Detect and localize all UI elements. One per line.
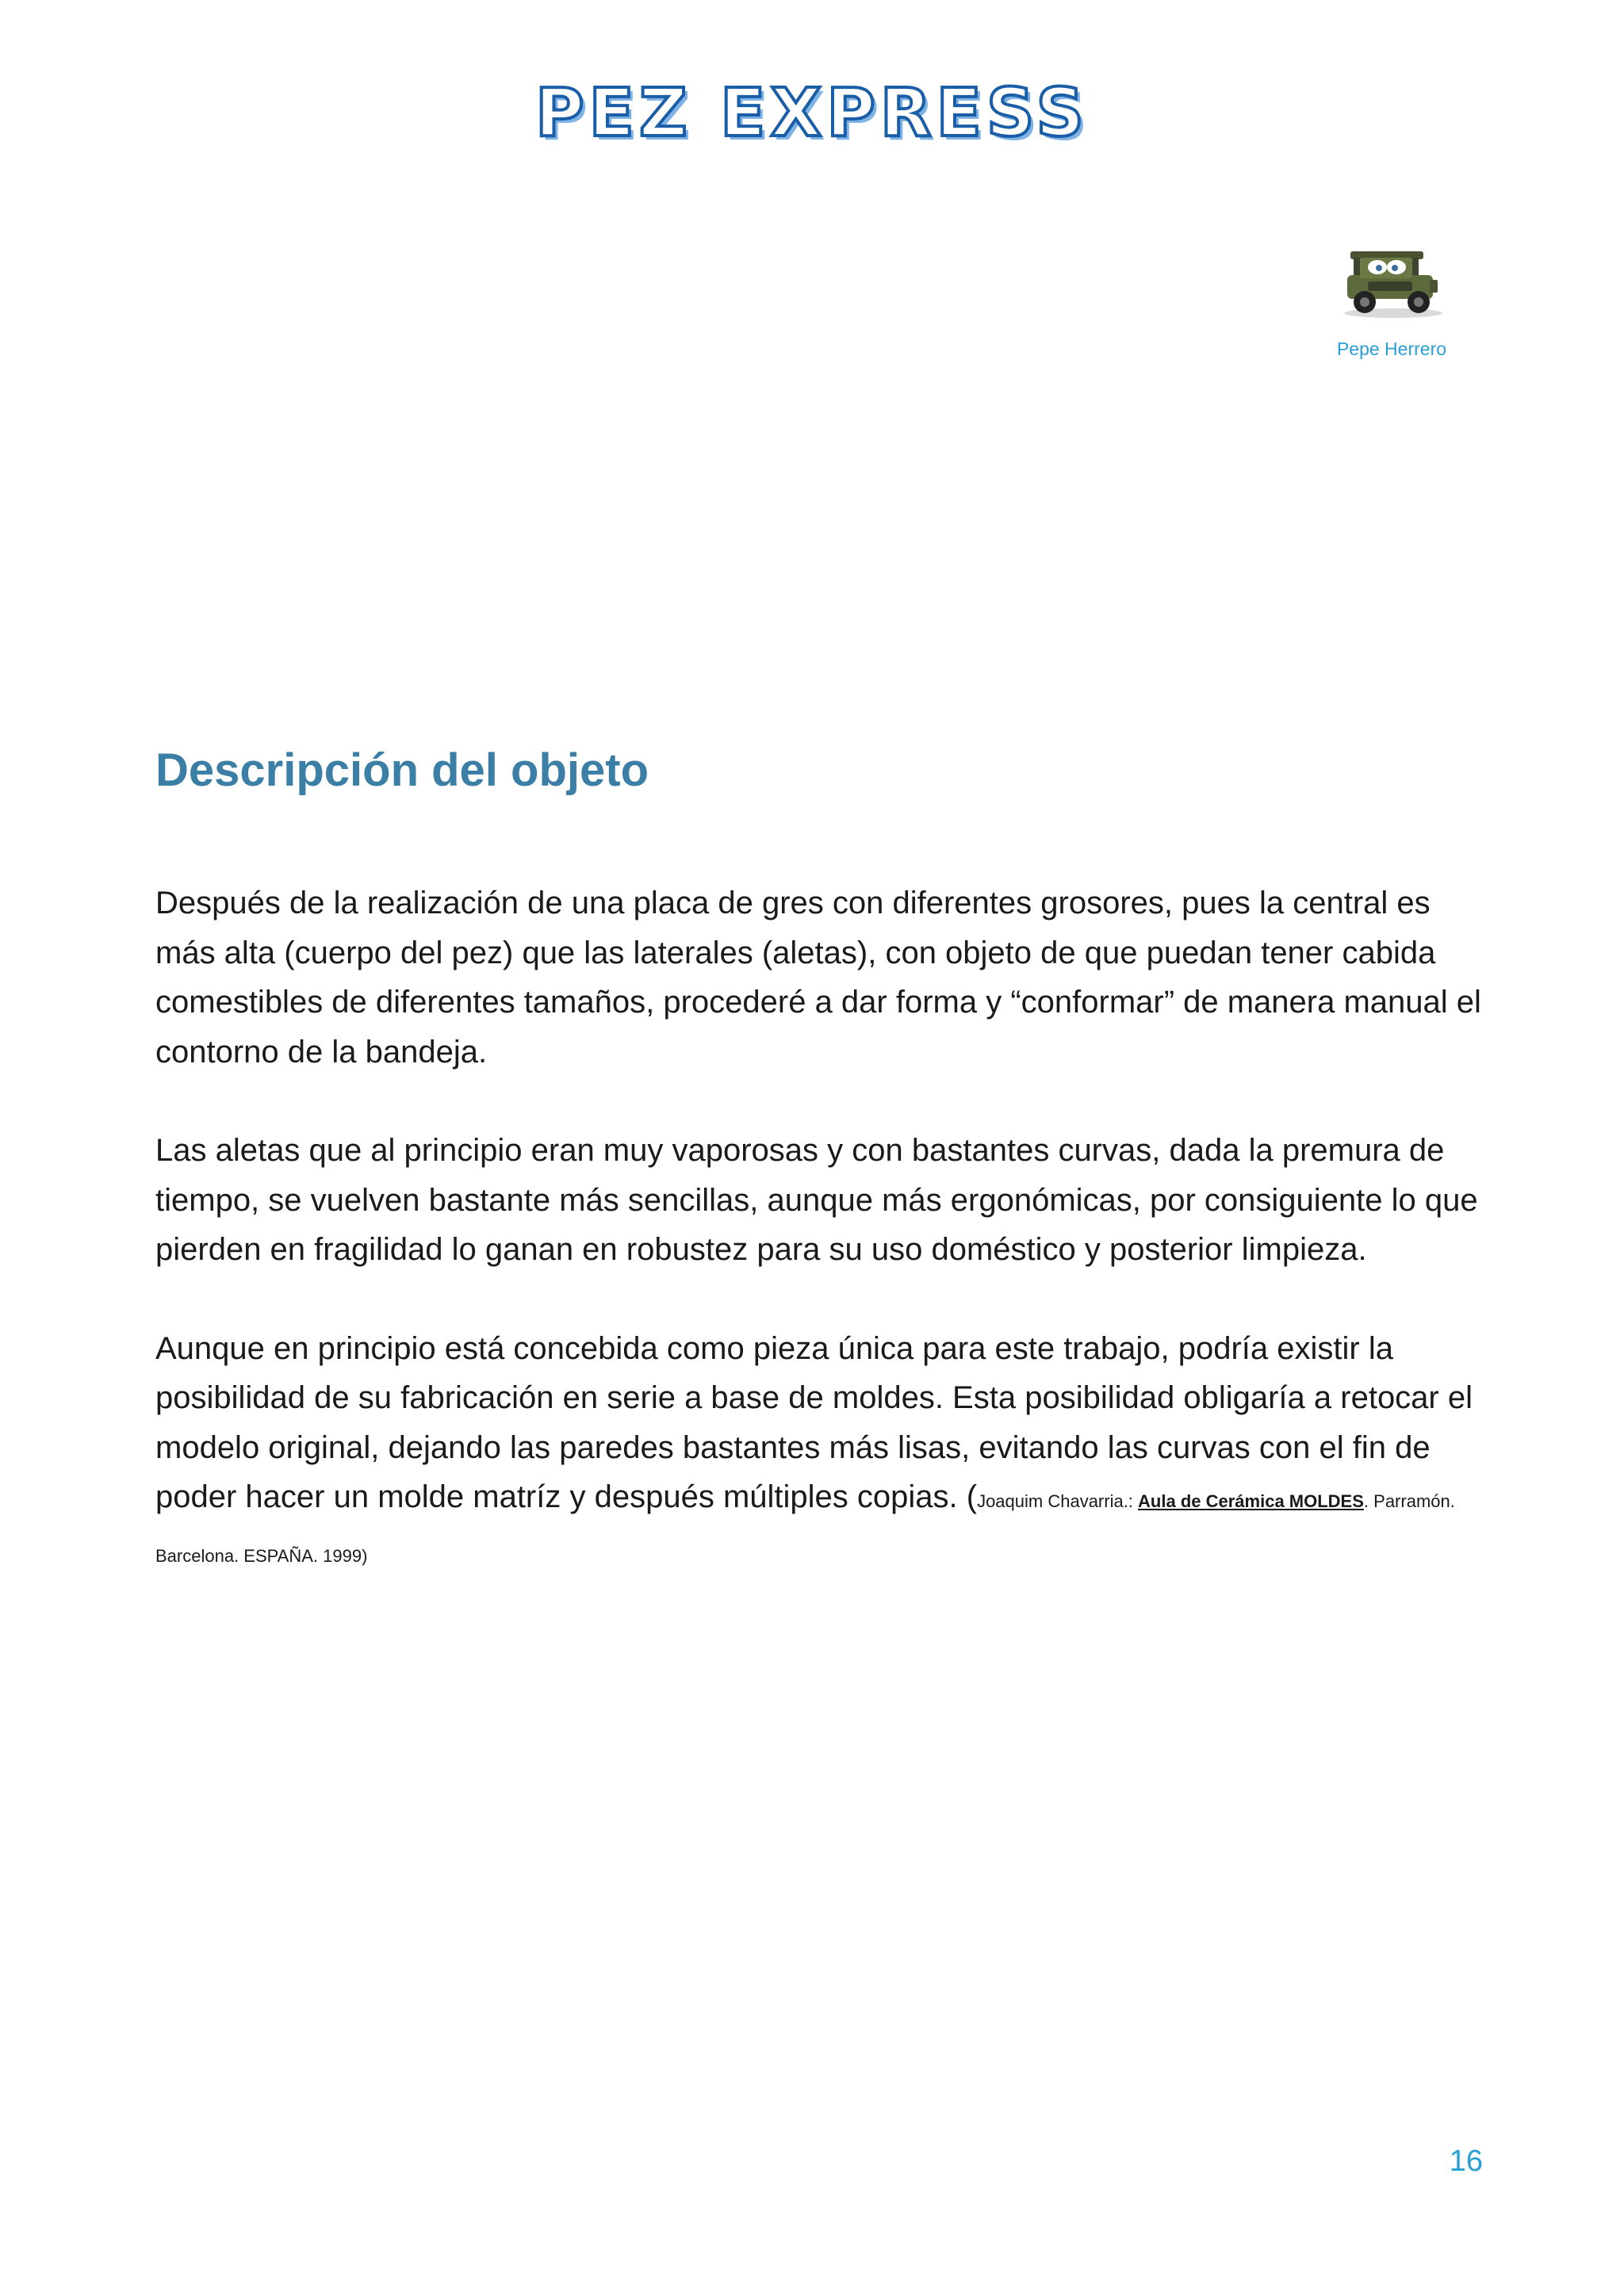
paragraph-2: Las aletas que al principio eran muy vaporosas y con bastantes curvas, dada la premura de tiempo, se vuelven bastante más sencillas, aunque más ergonómicas, por consiguiente lo que pierden en fragilidad lo ganan en robustez para su uso doméstico y posterior limpieza. — [155, 1133, 1478, 1267]
paragraph-3 — [155, 1324, 1488, 1582]
section-heading: Descripción del objeto — [155, 744, 649, 796]
citation-publisher: . Parramón. Barcelona. ESPAÑA. 1999) — [155, 1491, 1455, 1566]
author-name: Pepe Herrero — [1336, 339, 1447, 359]
jeep-car-icon — [1336, 234, 1447, 321]
document-title: PEZ EXPRESS — [534, 74, 1090, 151]
page-number: 16 — [1449, 2145, 1483, 2178]
body-text — [155, 878, 1488, 1630]
citation-book-title: Aula de Cerámica MOLDES — [1138, 1491, 1364, 1511]
paragraph-1: Después de la realización de una placa de gres con diferentes grosores, pues la central es más alta (cuerpo del pez) que las laterales (aletas), con objeto de que puedan tener cabida comestibles de diferentes tamaños, procederé a dar forma y “conformar” de manera manual el contorno de la bandeja. — [155, 886, 1481, 1070]
author-block — [1300, 234, 1483, 360]
citation-author: Joaquim Chavarria.: — [977, 1491, 1139, 1511]
paragraph-3-text: Aunque en principio está concebida como pieza única para este trabajo, podría existir la posibilidad de su fabricación en serie a base de moldes. Esta posibilidad obligaría a retocar el modelo original, dejando las paredes bastantes más lisas, evitando las curvas con el fin de poder hacer un molde matríz y después múltiples copias. ( — [155, 1330, 1473, 1514]
